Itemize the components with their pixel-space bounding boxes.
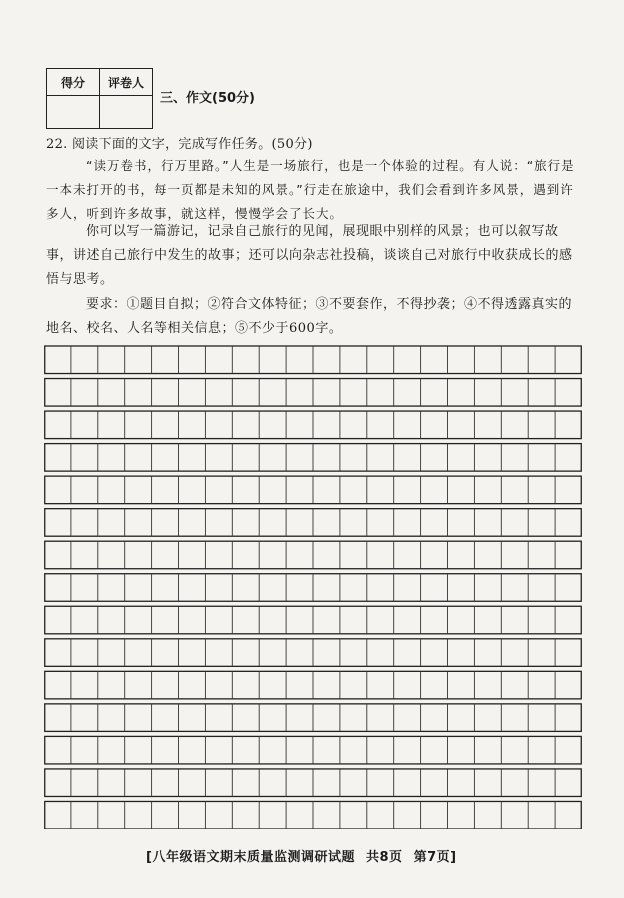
- grader-label: 评卷人: [100, 69, 153, 96]
- grid-row[interactable]: [45, 606, 582, 634]
- writing-grid[interactable]: [44, 341, 582, 829]
- current-page: 第7页]: [413, 850, 457, 865]
- grid-row[interactable]: [45, 411, 582, 439]
- grid-row[interactable]: [45, 509, 582, 537]
- grid-row[interactable]: [45, 769, 582, 797]
- grid-row[interactable]: [45, 671, 582, 699]
- grid-row[interactable]: [45, 801, 582, 829]
- score-label: 得分: [47, 69, 100, 96]
- grader-cell[interactable]: [100, 96, 153, 129]
- score-table: [46, 68, 153, 129]
- grid-row[interactable]: [45, 541, 582, 569]
- grid-row[interactable]: [45, 639, 582, 667]
- writing-grid-svg[interactable]: [44, 341, 582, 829]
- score-cell[interactable]: [47, 96, 100, 129]
- grid-row[interactable]: [45, 736, 582, 764]
- grid-row[interactable]: [45, 476, 582, 504]
- section-title: 三、作文(50分): [160, 91, 255, 106]
- question-heading: 22. 阅读下面的文字，完成写作任务。(50分): [46, 137, 313, 152]
- grid-row[interactable]: [45, 346, 582, 374]
- prompt-paragraph-quote: “读万卷书，行万里路。”人生是一场旅行，也是一个体验的过程。有人说：“旅行是一本未打开的书，每一页都是未知的风景。”行走在旅途中，我们会看到许多风景，遇到许多人，听到许多故事，就这样，慢慢学会了长大。: [46, 158, 575, 221]
- prompt-paragraph-task: 你可以写一篇游记，记录自己旅行的见闻，展现眼中别样的风景；也可以叙写故事，讲述自己旅行中发生的故事；还可以向杂志社投稿，谈谈自己对旅行中收获成长的感悟与思考。: [46, 224, 573, 287]
- grid-row[interactable]: [45, 574, 582, 602]
- grid-row[interactable]: [45, 704, 582, 732]
- grid-row[interactable]: [45, 379, 582, 407]
- prompt-paragraph-requirements: 要求：①题目自拟；②符合文体特征；③不要套作，不得抄袭；④不得透露真实的地名、校名、人名等相关信息；⑤不少于600字。: [46, 297, 573, 336]
- page-footer: [146, 846, 463, 865]
- grid-row[interactable]: [45, 444, 582, 472]
- exam-title: [八年级语文期末质量监测调研试题: [146, 850, 355, 865]
- total-pages: 共8页: [365, 850, 403, 865]
